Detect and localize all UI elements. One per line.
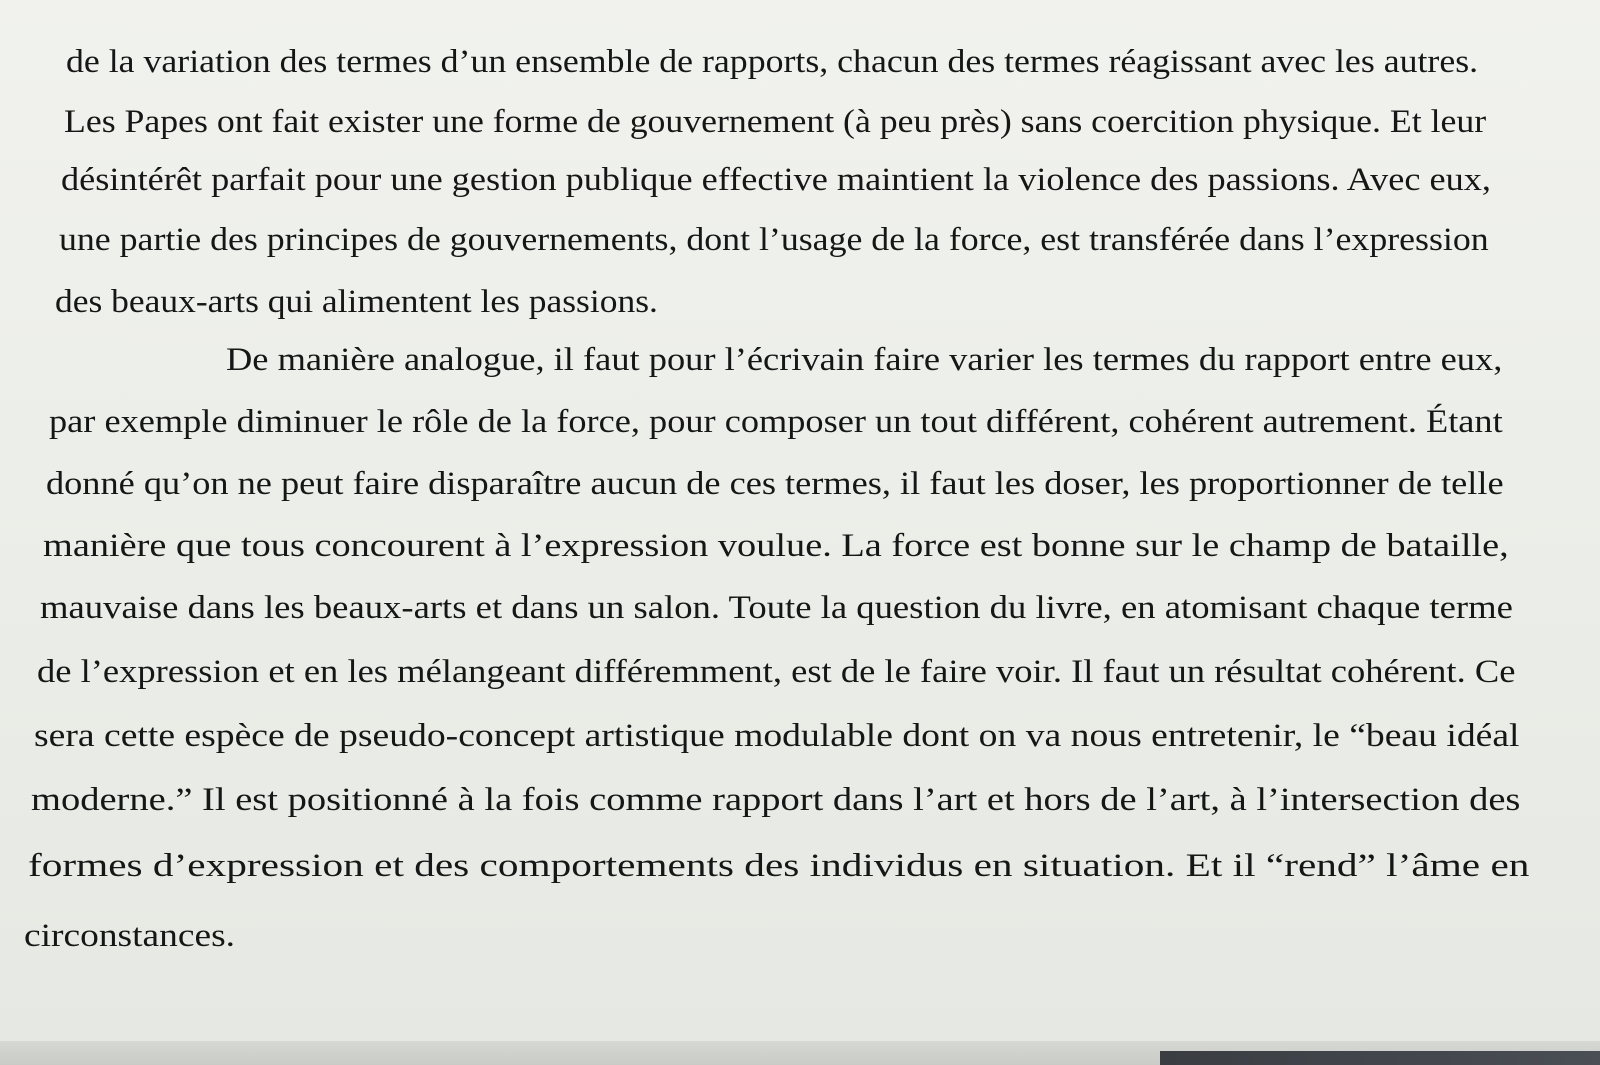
text-line: de la variation des termes d’un ensemble de rapports, chacun des termes réagissant avec les autres. bbox=[66, 44, 1479, 80]
text-line: manière que tous concourent à l’expression voulue. La force est bonne sur le champ de bataille, bbox=[43, 528, 1509, 564]
text-line: désintérêt parfait pour une gestion publique effective maintient la violence des passions. Avec eux, bbox=[61, 162, 1491, 198]
text-line: de l’expression et en les mélangeant différemment, est de le faire voir. Il faut un résultat cohérent. Ce bbox=[37, 654, 1516, 690]
text-line: par exemple diminuer le rôle de la force, pour composer un tout différent, cohérent autrement. Étant bbox=[49, 404, 1503, 440]
text-line: De manière analogue, il faut pour l’écrivain faire varier les termes du rapport entre eux, bbox=[226, 342, 1503, 378]
text-line: Les Papes ont fait exister une forme de gouvernement (à peu près) sans coercition physique. Et leur bbox=[64, 104, 1487, 140]
text-line: donné qu’on ne peut faire disparaître aucun de ces termes, il faut les doser, les proportionner de telle bbox=[46, 466, 1504, 502]
text-line: sera cette espèce de pseudo-concept artistique modulable dont on va nous entretenir, le “beau idéal bbox=[34, 718, 1520, 754]
text-line: une partie des principes de gouvernements, dont l’usage de la force, est transférée dans l’expression bbox=[59, 222, 1489, 258]
text-line: mauvaise dans les beaux-arts et dans un salon. Toute la question du livre, en atomisant chaque terme bbox=[40, 590, 1513, 626]
text-line: des beaux-arts qui alimentent les passions. bbox=[55, 284, 658, 320]
screen-bezel bbox=[1160, 1051, 1600, 1065]
text-line: formes d’expression et des comportements des individus en situation. Et il “rend” l’âme en bbox=[28, 848, 1530, 884]
text-line: moderne.” Il est positionné à la fois comme rapport dans l’art et hors de l’art, à l’intersection des bbox=[31, 782, 1521, 818]
text-line: circonstances. bbox=[24, 918, 235, 954]
